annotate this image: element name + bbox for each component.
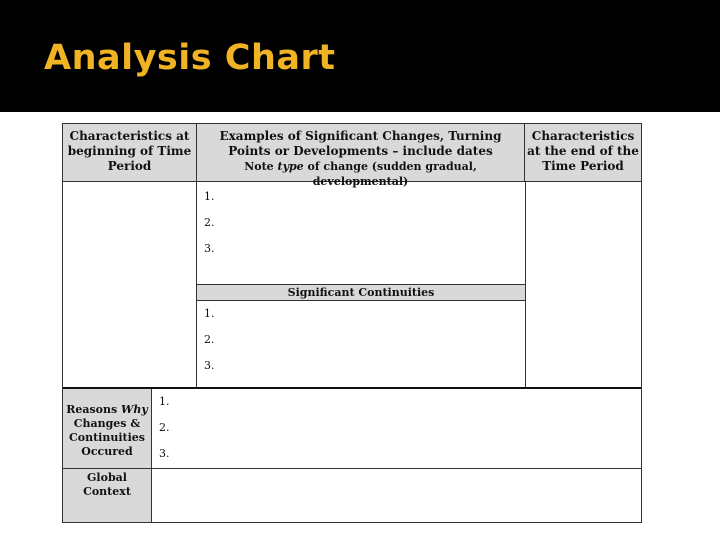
changes-item-1: 1. [204, 190, 215, 203]
header-middle-text: Examples of Significant Changes, Turning Points or Developments – include dates [219, 129, 502, 158]
header-left-cell [63, 124, 197, 182]
end-characteristics-cell [525, 182, 641, 388]
beginning-characteristics-cell [63, 182, 197, 388]
header-right-text: Characteristics at the end of the Time Period [527, 129, 639, 173]
continuities-label: Significant Continuities [287, 286, 435, 299]
changes-item-2: 2. [204, 216, 215, 229]
reasons-emph: Why [121, 403, 148, 416]
header-right-cell [525, 124, 641, 182]
slide-title: Analysis Chart [44, 38, 336, 78]
global-context-label-cell [63, 469, 152, 522]
continuities-item-2: 2. [204, 333, 215, 346]
global-context-label: Global Context [83, 471, 131, 498]
analysis-chart-table [62, 123, 642, 523]
note-prefix: Note [244, 160, 274, 173]
continuities-item-3: 3. [204, 359, 215, 372]
global-context-content-cell [152, 469, 641, 522]
changes-item-3: 3. [204, 242, 215, 255]
reasons-content-cell [152, 389, 641, 469]
note-suffix: of change (sudden gradual, developmental) [307, 160, 477, 188]
header-middle-note [203, 159, 518, 189]
note-emph: type [277, 160, 304, 173]
reasons-item-3: 3. [159, 447, 170, 460]
header-middle-cell [197, 124, 525, 188]
reasons-prefix: Reasons [66, 403, 118, 416]
header-left-text: Characteristics at beginning of Time Period [67, 129, 192, 173]
reasons-suffix: Changes & Continuities Occured [69, 417, 145, 458]
continuities-item-1: 1. [204, 307, 215, 320]
reasons-item-1: 1. [159, 395, 170, 408]
title-bar [0, 0, 720, 112]
reasons-item-2: 2. [159, 421, 170, 434]
continuities-header [197, 284, 525, 301]
reasons-label-cell [63, 389, 152, 469]
